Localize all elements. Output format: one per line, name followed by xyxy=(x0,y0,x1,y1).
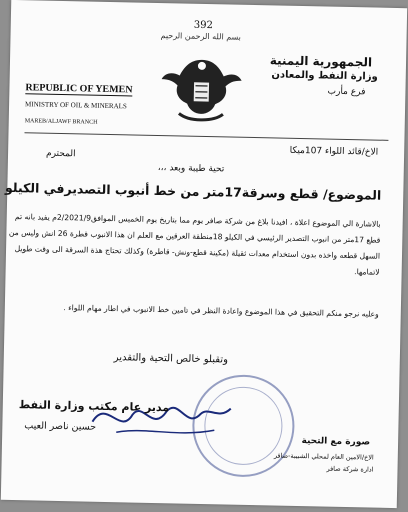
subject-line: الموضوع/ قطع وسرقة17متر من خط أنبوب التصديرفي الكيلو xyxy=(4,179,382,203)
body-line: السهل قطعه واخذه بدون استخدام معدات ثقيلة (مكينة قطع-ونش- قاطرة) وكذلك تحتاج هذة السرقة الى وقت طويل xyxy=(14,244,381,261)
body-line: وعليه نرجو منكم التحقيق في هذا الموضوع واعادة النظر في تامين خط الانبوب في اطار مهام اللواء . xyxy=(63,303,379,319)
greeting: تحية طيبة وبعد ،،، xyxy=(157,163,225,175)
copy-recipient: الاخ/الامين العام لمحلي الشبيبة-صافر xyxy=(273,451,374,462)
respected-label: المحترم xyxy=(45,148,76,160)
body-line: لاتمامها. xyxy=(354,267,380,277)
bismillah: بسم الله الرحمن الرحيم xyxy=(160,31,242,42)
english-republic: REPUBLIC OF YEMEN xyxy=(25,82,133,96)
letter-page xyxy=(1,0,407,508)
eagle-emblem-icon xyxy=(159,51,245,127)
signatory-name: حسين ناصر العيب xyxy=(24,420,97,433)
recipient: الاخ/قائد اللواء 107ميكا xyxy=(289,145,379,158)
signatory-title: مدير عام مكتب وزارة النفط xyxy=(18,398,170,415)
document-number: 392 xyxy=(193,19,213,32)
body-line: قطع 17متر من انبوب التصدير الرئيسي في الكيلو 18منطقة العرقين مع العلم ان هذا الانبوب قطرة 26 انش وليس من xyxy=(8,227,381,245)
header-divider xyxy=(24,132,388,141)
body-line: بالاشارة الي الموضوع اعلاة ، افيدنا بلاغ من شركة صافر يوم مما بتاريخ يوم الخميس الموافق2/2021/9م يفيد بانه تم xyxy=(14,212,381,229)
copy-to-title: صورة مع التحية xyxy=(301,436,371,448)
english-branch: MAREB/ALJAWF BRANCH xyxy=(24,118,98,126)
copy-recipient: ادارة شركة صافر xyxy=(326,464,374,474)
closing-greeting: وتقبلو خالص التحية والتقدير xyxy=(113,352,229,366)
english-ministry: MINISTRY OF OIL & MINERALS xyxy=(25,100,127,111)
arabic-branch: فرع مأرب xyxy=(327,86,366,98)
arabic-ministry: وزارة النفط والمعادن xyxy=(271,69,378,83)
arabic-republic: الجمهورية اليمنية xyxy=(269,53,373,70)
